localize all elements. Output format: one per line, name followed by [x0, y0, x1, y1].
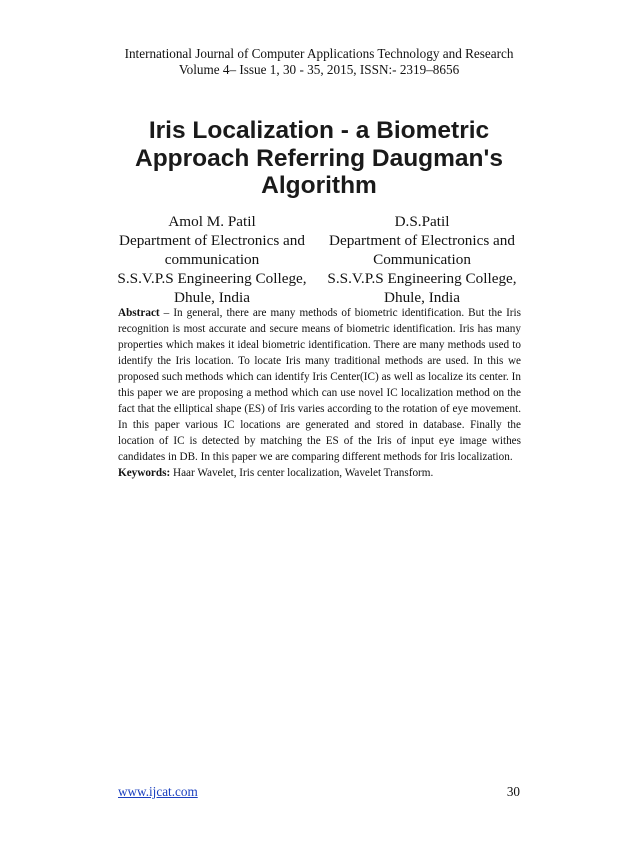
author-location: Dhule, India — [174, 289, 250, 306]
page-number: 30 — [506, 784, 520, 799]
author-college: S.S.V.P.S Engineering College, — [327, 270, 517, 287]
paper-title — [100, 117, 538, 200]
abstract-text: – In general, there are many methods of biometric identification. But the Iris recognition is most accurate and secure means of biometric identification. Iris has many properties which makes it ideal biometric identification. There are many methods used to identify the Iris location. To locate Iris many traditional methods are used. In this we proposed such methods which can identify Iris Center(IC) as well as localize its center. In this paper we are proposing a method which can use novel IC localization method on the fact that the elliptical shape (ES) of Iris varies according to the rotation of eye movement. In this paper various IC locations are generated and stored in database. Finally the location of IC is detected by matching the ES of the Iris of input eye image withes candidates in DB. In this paper we are comparing different methods for Iris localization. — [118, 307, 521, 463]
journal-header — [0, 46, 638, 78]
title-line: Iris Localization - a Biometric — [148, 117, 490, 144]
author-department: Department of Electronics and — [119, 232, 305, 249]
keywords-text: Haar Wavelet, Iris center localization, Wavelet Transform. — [170, 467, 434, 479]
author-block-2 — [320, 212, 524, 307]
author-name: D.S.Patil — [394, 213, 450, 230]
abstract — [118, 305, 521, 465]
author-name: Amol M. Patil — [168, 213, 256, 230]
keywords — [118, 466, 521, 480]
journal-volume: Volume 4– Issue 1, 30 - 35, 2015, ISSN:- 2319–8656 — [178, 62, 460, 77]
author-department-cont: Communication — [373, 251, 471, 268]
title-line: Algorithm — [261, 172, 377, 199]
keywords-label: Keywords: — [118, 467, 171, 479]
author-location: Dhule, India — [384, 289, 460, 306]
journal-website-link[interactable]: www.ijcat.com — [118, 784, 198, 799]
abstract-label: Abstract — [118, 307, 160, 319]
journal-name: International Journal of Computer Applications Technology and Research — [124, 46, 514, 61]
title-line: Approach Referring Daugman's — [135, 144, 503, 172]
author-block-1 — [110, 212, 314, 307]
author-department: Department of Electronics and — [329, 232, 515, 249]
author-department-cont: communication — [164, 251, 260, 268]
author-college: S.S.V.P.S Engineering College, — [117, 270, 307, 287]
